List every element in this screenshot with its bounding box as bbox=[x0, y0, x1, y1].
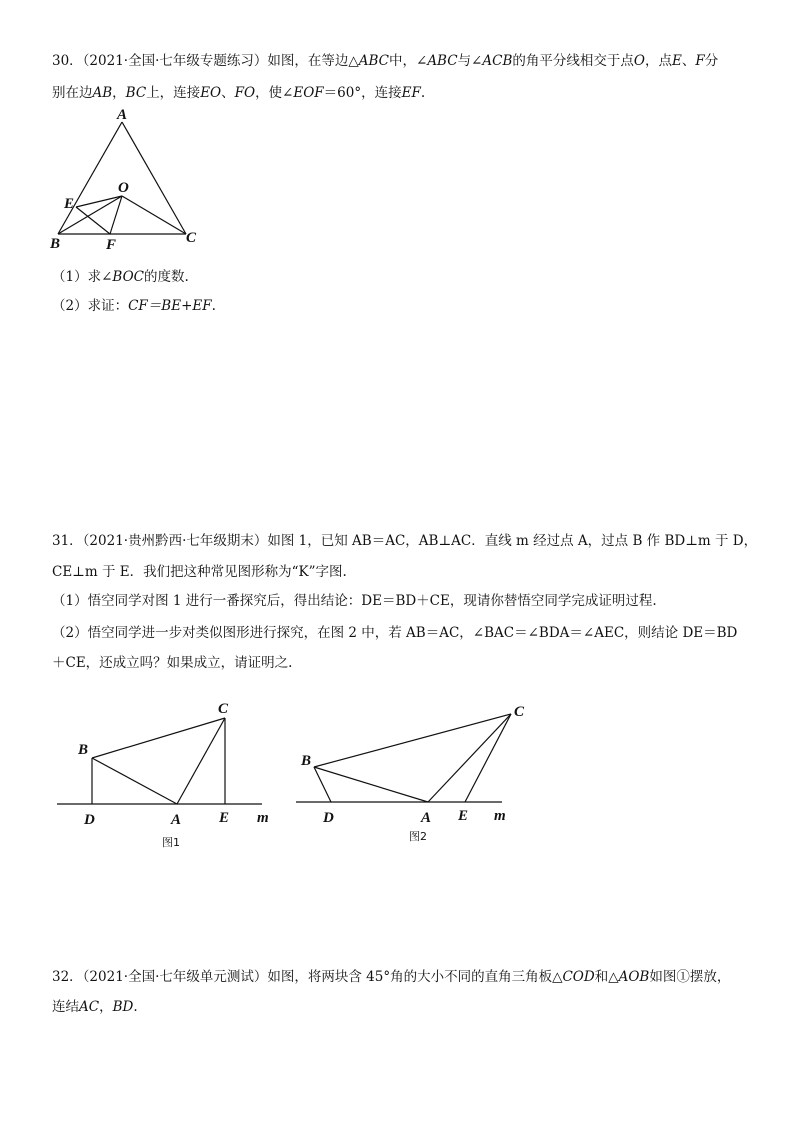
fig2-segment-bd bbox=[314, 767, 331, 802]
label-o: O bbox=[118, 180, 129, 196]
fig1-label-d: D bbox=[84, 812, 95, 828]
fig1-segment-bc bbox=[92, 718, 225, 758]
q31-part2-line1: （2）悟空同学进一步对类似图形进行探究，在图 2 中，若 AB＝AC，∠BAC＝∠BDA＝∠AEC，则结论 DE＝BD bbox=[52, 625, 738, 641]
q30-stem-line2: 别在边AB，BC上，连接EO、FO，使∠EOF＝60°，连接EF. bbox=[52, 85, 426, 101]
q31-part1: （1）悟空同学对图 1 进行一番探究后，得出结论：DE＝BD＋CE，现请你替悟空同学完成证明过程. bbox=[52, 593, 657, 609]
label-e: E bbox=[64, 196, 75, 212]
label-c: C bbox=[186, 230, 197, 246]
fig2-caption: 图2 bbox=[409, 830, 427, 843]
q31-stem-line2: CE⊥m 于 E．我们把这种常见图形称为“K”字图. bbox=[52, 564, 347, 580]
q30-part2: （2）求证：CF＝BE+EF. bbox=[52, 298, 216, 314]
label-f: F bbox=[106, 237, 117, 253]
fig2-segment-ab bbox=[314, 767, 428, 802]
fig1-label-a: A bbox=[171, 812, 182, 828]
fig1-label-m: m bbox=[257, 810, 269, 826]
label-b: B bbox=[50, 236, 61, 252]
fig2-label-b: B bbox=[301, 753, 312, 769]
fig2-label-e: E bbox=[458, 808, 469, 824]
q30-part1: （1）求∠BOC的度数. bbox=[52, 269, 189, 285]
q30-stem-line1: 30．（2021·全国·七年级专题练习）如图，在等边△ABC中，∠ABC与∠ACB的角平分线相交于点O，点E、F分 bbox=[52, 53, 719, 69]
fig1-caption: 图1 bbox=[162, 836, 180, 849]
fig1-label-e: E bbox=[219, 810, 230, 826]
q31-part2-line2: ＋CE，还成立吗？如果成立，请证明之. bbox=[52, 655, 293, 671]
fig1-segment-ac bbox=[177, 718, 225, 804]
fig1-segment-ab bbox=[92, 758, 177, 804]
fig2-segment-bc bbox=[314, 714, 511, 767]
fig2-label-m: m bbox=[494, 808, 506, 824]
fig2-label-c: C bbox=[514, 704, 525, 720]
q32-stem-line1: 32．（2021·全国·七年级单元测试）如图，将两块含 45°角的大小不同的直角三角板△COD和△AOB如图①摆放， bbox=[52, 969, 731, 985]
fig2-label-a: A bbox=[421, 810, 432, 826]
q31-stem-line1: 31．（2021·贵州黔西·七年级期末）如图 1，已知 AB＝AC，AB⊥AC．直线 m 经过点 A，过点 B 作 BD⊥m 于 D， bbox=[52, 533, 758, 549]
q32-stem-line2: 连结AC，BD. bbox=[52, 999, 138, 1015]
fig1-label-c: C bbox=[218, 701, 229, 717]
fig2-segment-ce bbox=[465, 714, 511, 802]
fig2-segment-ac bbox=[428, 714, 511, 802]
label-a: A bbox=[117, 107, 128, 123]
fig2-label-d: D bbox=[323, 810, 334, 826]
fig1-label-b: B bbox=[78, 742, 89, 758]
